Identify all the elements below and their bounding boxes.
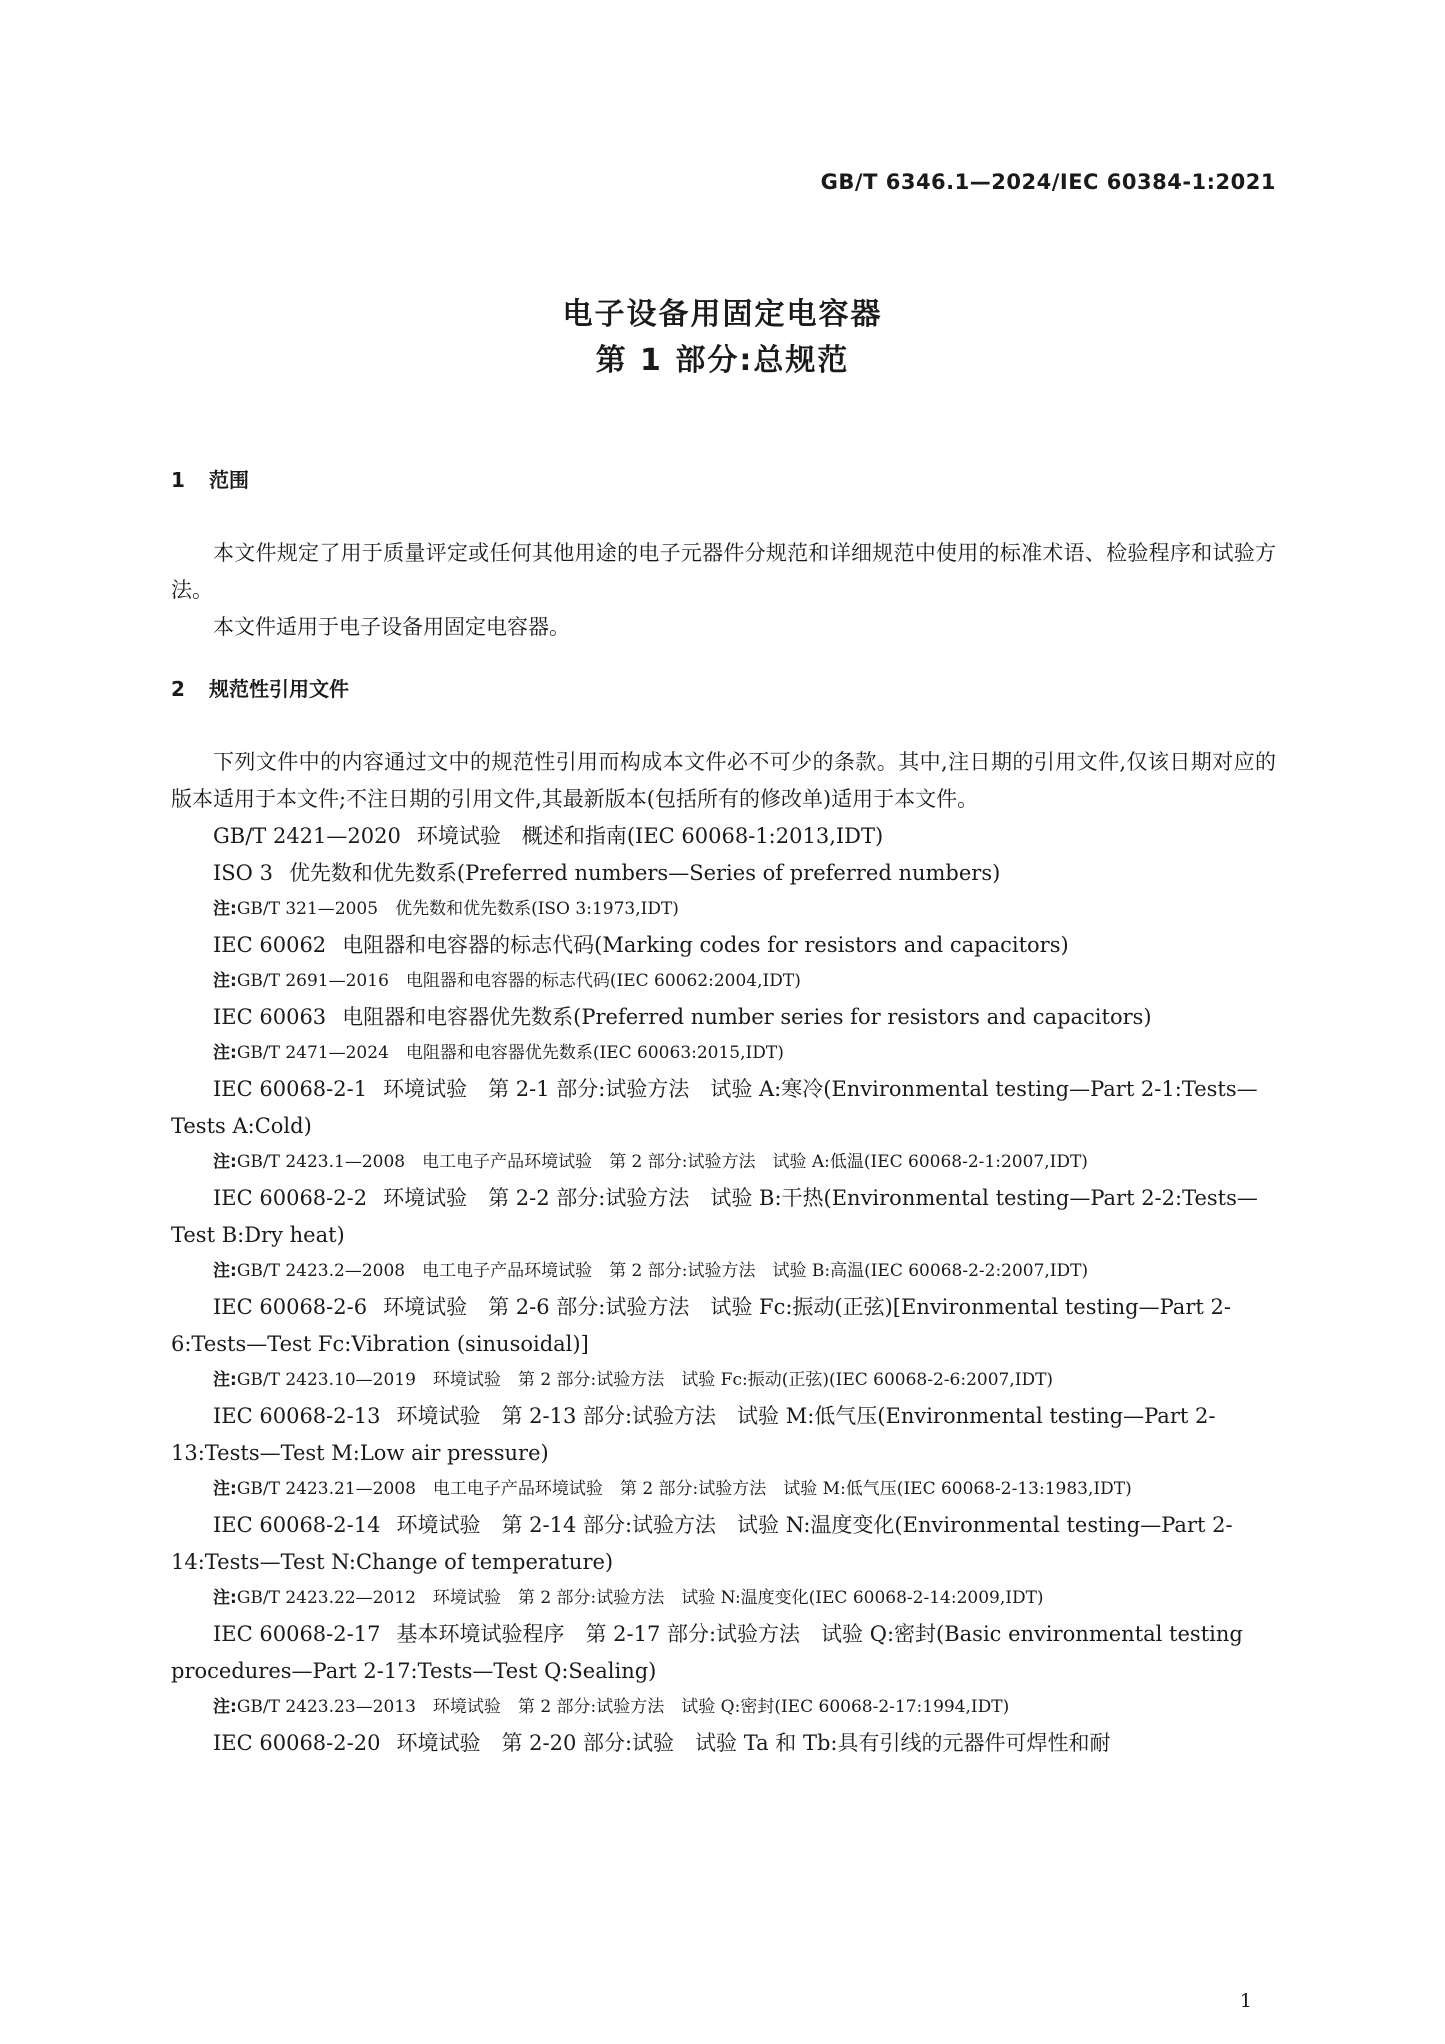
reference-code: GB/T 2421—2020 — [213, 824, 401, 848]
reference-title: 环境试验 第 2-6 部分:试验方法 试验 Fc:振动(正弦)[Environmental testing—Part 2-6:Tests—Test Fc:Vibration (sinusoidal)] — [171, 1295, 1231, 1356]
reference-title: 电阻器和电容器的标志代码(Marking codes for resistors and capacitors) — [342, 933, 1069, 957]
note-label: 注: — [213, 1152, 237, 1172]
section-title: 规范性引用文件 — [209, 677, 349, 701]
paragraph: 下列文件中的内容通过文中的规范性引用而构成本文件必不可少的条款。其中,注日期的引用文件,仅该日期对应的版本适用于本文件;不注日期的引用文件,其最新版本(包括所有的修改单)适用于本文件。 — [171, 750, 1276, 811]
paragraph: 本文件规定了用于质量评定或任何其他用途的电子元器件分规范和详细规范中使用的标准术语、检验程序和试验方法。 — [171, 541, 1276, 602]
note-text: GB/T 321—2005 优先数和优先数系(ISO 3:1973,IDT) — [236, 899, 679, 919]
section-number: 2 — [171, 677, 185, 701]
section-heading-scope — [171, 462, 1276, 499]
reference-title: 环境试验 概述和指南(IEC 60068-1:2013,IDT) — [416, 824, 884, 848]
reference-code: IEC 60068-2-13 — [213, 1404, 381, 1428]
paragraph: 本文件适用于电子设备用固定电容器。 — [213, 615, 570, 639]
reference-code: ISO 3 — [213, 861, 273, 885]
note-text: GB/T 2423.2—2008 电工电子产品环境试验 第 2 部分:试验方法 试验 B:高温(IEC 60068-2-2:2007,IDT) — [236, 1261, 1089, 1281]
title-line-2: 第 1 部分:总规范 — [595, 343, 850, 378]
section-number: 1 — [171, 468, 185, 492]
note-text: GB/T 2691—2016 电阻器和电容器的标志代码(IEC 60062:2004,IDT) — [236, 971, 801, 991]
reference-note — [213, 1472, 1276, 1507]
note-label: 注: — [213, 1479, 237, 1499]
reference-code: IEC 60068-2-17 — [213, 1622, 381, 1646]
reference-code: IEC 60068-2-2 — [213, 1186, 368, 1210]
reference-code: IEC 60068-2-6 — [213, 1295, 368, 1319]
reference-code: IEC 60068-2-14 — [213, 1513, 381, 1537]
reference-entry — [171, 1507, 1276, 1581]
title-line-1: 电子设备用固定电容器 — [562, 297, 883, 332]
reference-title: 电阻器和电容器优先数系(Preferred number series for resistors and capacitors) — [342, 1005, 1152, 1029]
reference-code: IEC 60063 — [213, 1005, 327, 1029]
reference-entry — [171, 1725, 1276, 1762]
reference-title: 环境试验 第 2-2 部分:试验方法 试验 B:干热(Environmental testing—Part 2-2:Tests—Test B:Dry heat) — [171, 1186, 1258, 1247]
reference-code: IEC 60068-2-1 — [213, 1077, 368, 1101]
section-title: 范围 — [209, 468, 249, 492]
note-text: GB/T 2423.22—2012 环境试验 第 2 部分:试验方法 试验 N:温度变化(IEC 60068-2-14:2009,IDT) — [236, 1588, 1044, 1608]
reference-entry — [171, 855, 1276, 892]
reference-title: 基本环境试验程序 第 2-17 部分:试验方法 试验 Q:密封(Basic environmental testing procedures—Part 2-17:Tests—Test Q:Sealing) — [171, 1622, 1243, 1683]
reference-title: 环境试验 第 2-14 部分:试验方法 试验 N:温度变化(Environmental testing—Part 2-14:Tests—Test N:Change of temperature) — [171, 1513, 1233, 1574]
reference-note — [213, 1581, 1276, 1616]
note-text: GB/T 2471—2024 电阻器和电容器优先数系(IEC 60063:2015,IDT) — [236, 1043, 784, 1063]
reference-entry — [171, 927, 1276, 964]
reference-list — [171, 818, 1276, 1762]
section-heading-normative-references — [171, 671, 1276, 708]
reference-code: IEC 60068-2-20 — [213, 1731, 381, 1755]
note-text: GB/T 2423.1—2008 电工电子产品环境试验 第 2 部分:试验方法 试验 A:低温(IEC 60068-2-1:2007,IDT) — [236, 1152, 1088, 1172]
reference-note — [213, 1254, 1276, 1289]
reference-title: 优先数和优先数系(Preferred numbers—Series of preferred numbers) — [288, 861, 1001, 885]
reference-note — [213, 1690, 1276, 1725]
note-text: GB/T 2423.21—2008 电工电子产品环境试验 第 2 部分:试验方法 试验 M:低气压(IEC 60068-2-13:1983,IDT) — [236, 1479, 1132, 1499]
reference-entry — [171, 818, 1276, 855]
note-label: 注: — [213, 899, 237, 919]
note-label: 注: — [213, 1370, 237, 1390]
note-label: 注: — [213, 1043, 237, 1063]
reference-entry — [171, 1289, 1276, 1363]
reference-title: 环境试验 第 2-20 部分:试验 试验 Ta 和 Tb:具有引线的元器件可焊性和耐 — [396, 1731, 1111, 1755]
note-label: 注: — [213, 1697, 237, 1717]
note-label: 注: — [213, 1588, 237, 1608]
reference-entry — [171, 999, 1276, 1036]
note-label: 注: — [213, 971, 237, 991]
reference-title: 环境试验 第 2-1 部分:试验方法 试验 A:寒冷(Environmental testing—Part 2-1:Tests—Tests A:Cold) — [171, 1077, 1258, 1138]
standard-code: GB/T 6346.1—2024/IEC 60384-1:2021 — [820, 170, 1276, 194]
reference-note — [213, 1363, 1276, 1398]
document-title — [0, 292, 1445, 384]
reference-note — [213, 1036, 1276, 1071]
page-number: 1 — [1239, 1990, 1252, 2012]
reference-note — [213, 964, 1276, 999]
reference-entry — [171, 1071, 1276, 1145]
reference-entry — [171, 1180, 1276, 1254]
reference-entry — [171, 1398, 1276, 1472]
note-label: 注: — [213, 1261, 237, 1281]
reference-note — [213, 1145, 1276, 1180]
document-body — [171, 462, 1276, 1762]
note-text: GB/T 2423.23—2013 环境试验 第 2 部分:试验方法 试验 Q:密封(IEC 60068-2-17:1994,IDT) — [236, 1697, 1010, 1717]
note-text: GB/T 2423.10—2019 环境试验 第 2 部分:试验方法 试验 Fc:振动(正弦)(IEC 60068-2-6:2007,IDT) — [236, 1370, 1054, 1390]
reference-entry — [171, 1616, 1276, 1690]
reference-title: 环境试验 第 2-13 部分:试验方法 试验 M:低气压(Environmental testing—Part 2-13:Tests—Test M:Low air pressure) — [171, 1404, 1216, 1465]
reference-note — [213, 892, 1276, 927]
reference-code: IEC 60062 — [213, 933, 327, 957]
